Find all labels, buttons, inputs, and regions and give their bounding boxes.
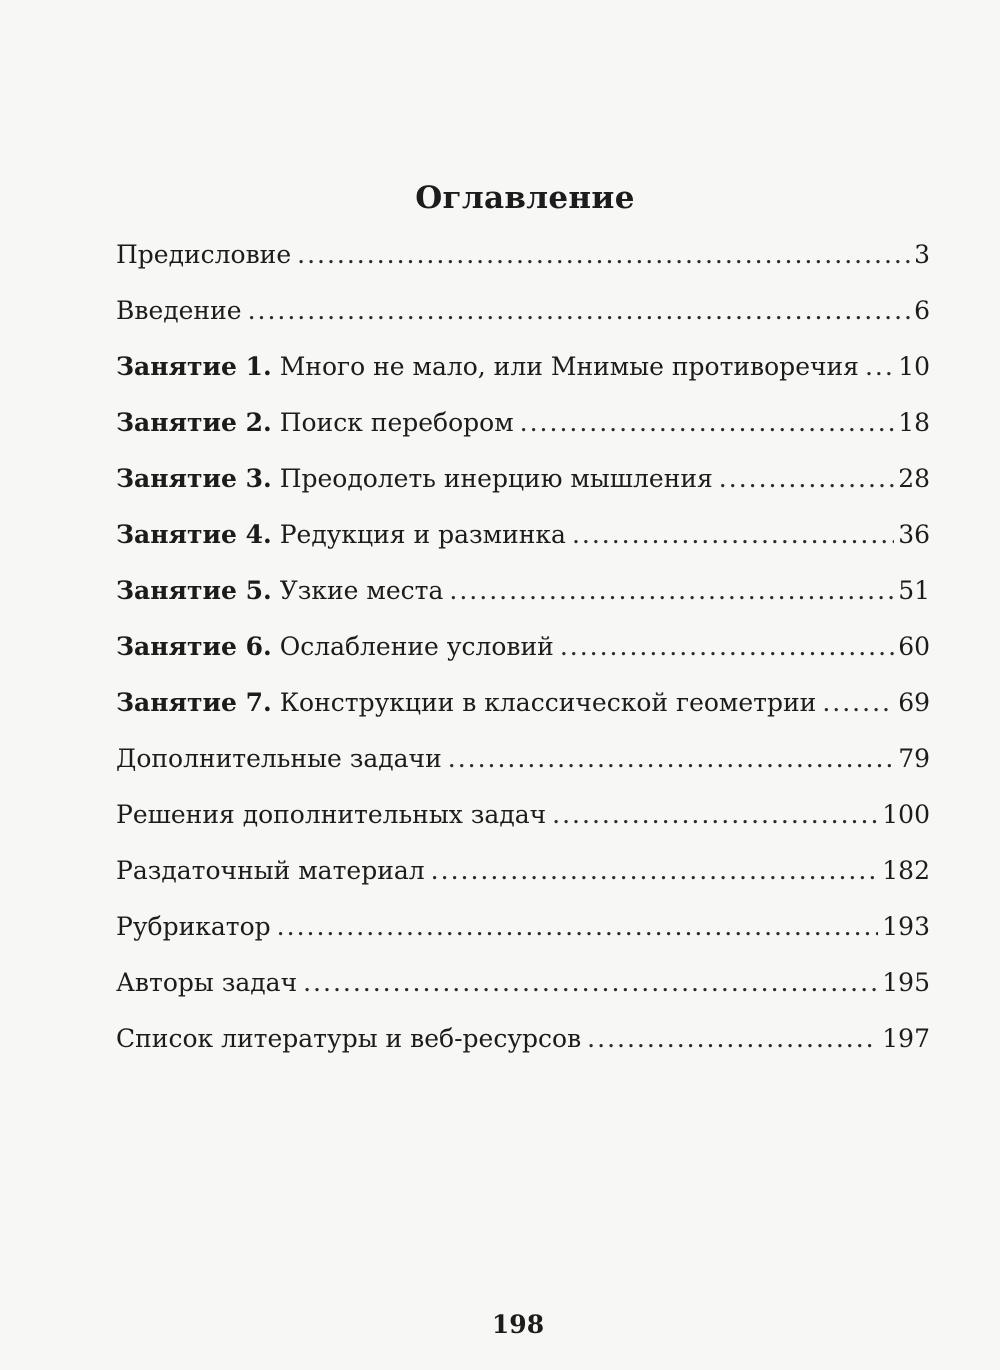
toc-entry-page: 197: [882, 1024, 930, 1053]
dot-leader: [587, 1024, 878, 1053]
toc-entry-page: 60: [898, 632, 930, 661]
toc-entry[interactable]: [116, 576, 930, 632]
toc-entry-page: 182: [882, 856, 930, 885]
dot-leader: [431, 856, 879, 885]
toc-entry[interactable]: [116, 968, 930, 1024]
toc-entry-page: 195: [882, 968, 930, 997]
toc-entry[interactable]: [116, 912, 930, 968]
dot-leader: [572, 520, 894, 549]
toc-entry-title: Авторы задач: [116, 968, 298, 997]
toc-entry-title: Занятие 4. Редукция и разминка: [116, 520, 566, 549]
toc-entry-title: Занятие 2. Поиск перебором: [116, 408, 514, 437]
toc-entry-page: 69: [898, 688, 930, 717]
toc-entry-title: Занятие 7. Конструкции в классической геометрии: [116, 688, 817, 717]
toc-entry[interactable]: [116, 464, 930, 520]
toc-entry[interactable]: [116, 240, 930, 296]
page-number: 198: [491, 1310, 545, 1339]
dot-leader: [560, 632, 894, 661]
table-of-contents: [116, 240, 930, 1080]
toc-entry-page: 100: [882, 800, 930, 829]
toc-entry-page: 79: [898, 744, 930, 773]
toc-entry-title: Занятие 3. Преодолеть инерцию мышления: [116, 464, 713, 493]
page-title: Оглавление: [415, 180, 635, 216]
toc-entry-title: Занятие 6. Ослабление условий: [116, 632, 554, 661]
toc-entry[interactable]: [116, 800, 930, 856]
dot-leader: [277, 912, 879, 941]
dot-leader: [303, 968, 878, 997]
dot-leader: [822, 688, 894, 717]
toc-entry-title: Список литературы и веб-ресурсов: [116, 1024, 582, 1053]
toc-entry[interactable]: [116, 688, 930, 744]
dot-leader: [297, 240, 910, 269]
toc-entry-title: Занятие 5. Узкие места: [116, 576, 444, 605]
toc-entry-page: 3: [914, 240, 930, 269]
dot-leader: [865, 352, 894, 381]
toc-entry-title: Занятие 1. Много не мало, или Мнимые противоречия: [116, 352, 859, 381]
toc-entry[interactable]: [116, 520, 930, 576]
toc-entry-title: Рубрикатор: [116, 912, 271, 941]
dot-leader: [520, 408, 895, 437]
toc-entry-page: 51: [898, 576, 930, 605]
toc-entry[interactable]: [116, 408, 930, 464]
toc-entry-title: Решения дополнительных задач: [116, 800, 547, 829]
toc-entry[interactable]: [116, 1024, 930, 1080]
toc-entry[interactable]: [116, 296, 930, 352]
toc-entry-page: 193: [882, 912, 930, 941]
toc-entry-page: 28: [898, 464, 930, 493]
toc-entry-page: 18: [898, 408, 930, 437]
dot-leader: [719, 464, 894, 493]
toc-entry[interactable]: [116, 744, 930, 800]
toc-entry-page: 36: [898, 520, 930, 549]
toc-entry[interactable]: [116, 632, 930, 688]
dot-leader: [248, 296, 911, 325]
toc-entry-page: 10: [898, 352, 930, 381]
toc-entry-title: Дополнительные задачи: [116, 744, 442, 773]
dot-leader: [552, 800, 878, 829]
toc-entry-title: Предисловие: [116, 240, 292, 269]
toc-entry[interactable]: [116, 352, 930, 408]
toc-entry[interactable]: [116, 856, 930, 912]
toc-entry-title: Введение: [116, 296, 242, 325]
toc-entry-title: Раздаточный материал: [116, 856, 425, 885]
toc-entry-page: 6: [914, 296, 930, 325]
dot-leader: [448, 744, 894, 773]
dot-leader: [449, 576, 894, 605]
